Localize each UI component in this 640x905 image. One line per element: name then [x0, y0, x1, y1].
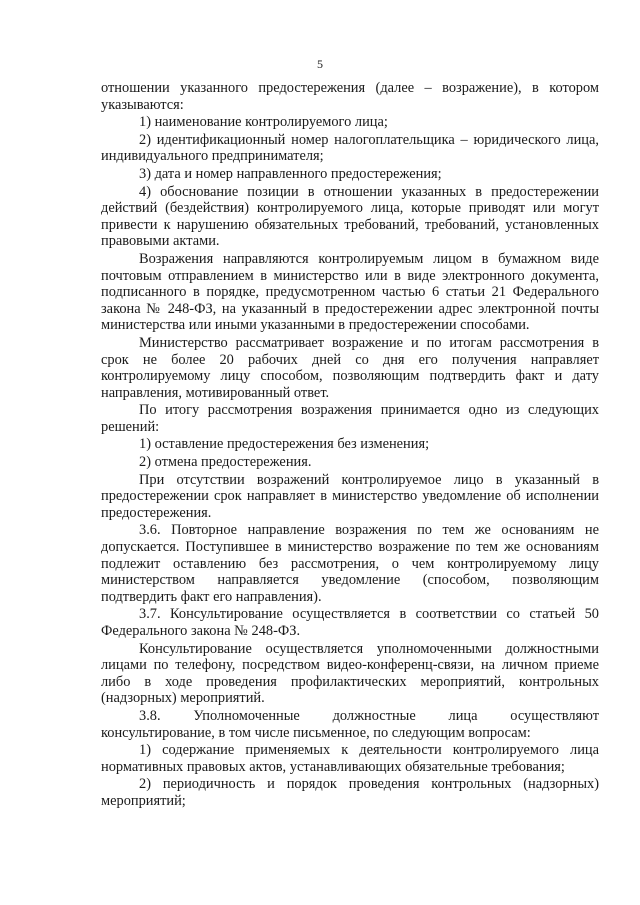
document-body — [101, 80, 599, 810]
paragraph: 3) дата и номер направленного предостережения; — [139, 165, 442, 182]
paragraph: По итогу рассмотрения возражения принимается одно из следующих решений: — [101, 402, 599, 435]
paragraph: Министерство рассматривает возражение и по итогам рассмотрения в срок не более 20 рабочих дней со дня его получения направляет контролируемому лицу способом, позволяющим подтвердить факт и дату направления, мотивированный ответ. — [101, 334, 599, 401]
paragraph: Консультирование осуществляется уполномоченными должностными лицами по телефону, посредством видео-конференц-связи, на личном приеме либо в ходе проведения профилактических мероприятий, контрольных (надзорных) мероприятий. — [101, 640, 599, 707]
paragraph: 2) идентификационный номер налогоплательщика – юридического лица, индивидуального предпринимателя; — [101, 131, 599, 165]
paragraph: 3.7. Консультирование осуществляется в соответствии со статьей 50 Федерального закона № 248-ФЗ. — [101, 606, 599, 639]
paragraph: 2) отмена предостережения. — [139, 454, 312, 471]
paragraph: 4) обоснование позиции в отношении указанных в предостережении действий (бездействия) контролируемого лица, которые приводят или могут привести к нарушению обязательных требований, требований, установленных правовыми актами. — [101, 183, 599, 250]
paragraph: 1) наименование контролируемого лица; — [139, 114, 388, 131]
paragraph: отношении указанного предостережения (далее – возражение), в котором указываются: — [101, 80, 599, 113]
paragraph: Возражения направляются контролируемым лицом в бумажном виде почтовым отправлением в министерство или в виде электронного документа, подписанного в порядке, предусмотренном частью 6 статьи 21 Федерального закона № 248-ФЗ, на указанный в предостережении адрес электронной почты министерства или иными указанными в предостережении способами. — [101, 250, 599, 334]
paragraph: 3.6. Повторное направление возражения по тем же основаниям не допускается. Поступившее в министерство возражение по тем же основаниям подлежит оставлению без рассмотрения, о чем контролируемому лицу министерством направляется уведомление (способом, позволяющим подтвердить факт его направления). — [101, 522, 599, 605]
paragraph: 1) содержание применяемых к деятельности контролируемого лица нормативных правовых актов, устанавливающих обязательные требования; — [101, 742, 599, 775]
paragraph: При отсутствии возражений контролируемое лицо в указанный в предостережении срок направляет в министерство уведомление об исполнении предостережения. — [101, 471, 599, 521]
paragraph: 2) периодичность и порядок проведения контрольных (надзорных) мероприятий; — [101, 776, 599, 809]
paragraph: 3.8. Уполномоченные должностные лица осуществляют консультирование, в том числе письменное, по следующим вопросам: — [101, 707, 599, 741]
paragraph: 1) оставление предостережения без изменения; — [139, 436, 430, 453]
page-number: 5 — [317, 57, 323, 71]
